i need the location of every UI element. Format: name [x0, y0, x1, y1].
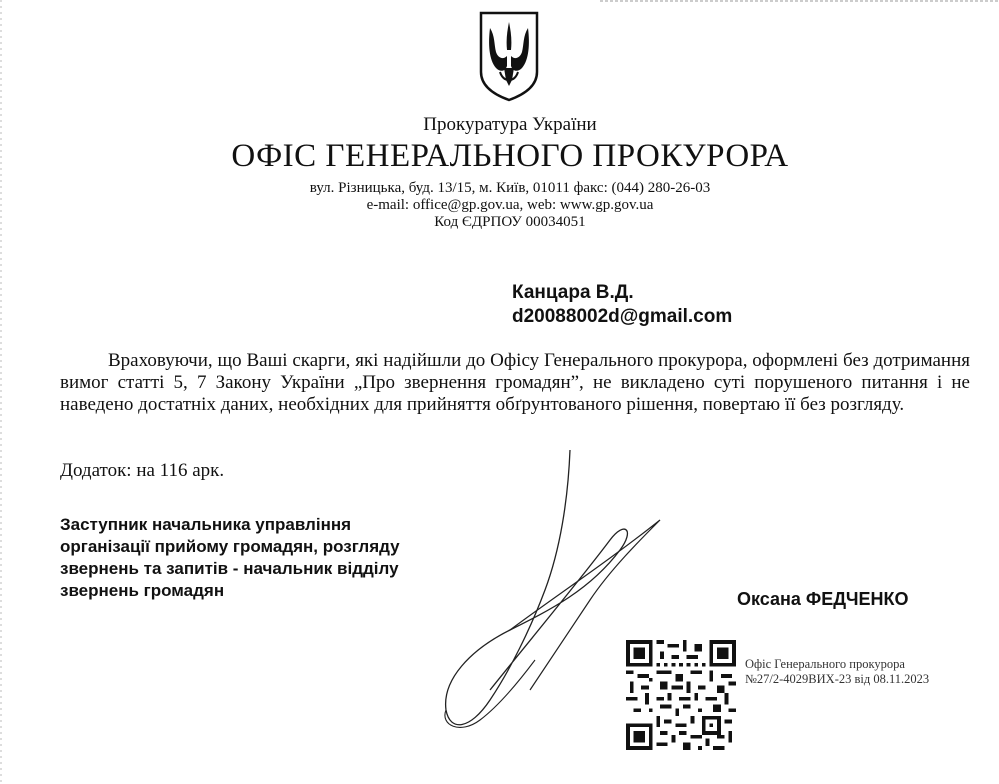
- qr-code-icon: [626, 640, 736, 750]
- organization-subtitle: Прокуратура України: [423, 114, 597, 135]
- scan-edge-top: [600, 0, 999, 3]
- scan-edge-left: [0, 0, 3, 784]
- organization-title: ОФІС ГЕНЕРАЛЬНОГО ПРОКУРОРА: [231, 138, 789, 174]
- position-line: звернень та запитів - начальник відділу: [60, 559, 399, 578]
- attachment-note: Додаток: на 116 арк.: [60, 460, 225, 481]
- trident-emblem-icon: [478, 10, 540, 102]
- edrpou-code: Код ЄДРПОУ 00034051: [434, 214, 586, 230]
- registration-number: №27/2-4029ВИХ-23 від 08.11.2023: [745, 672, 930, 686]
- position-line: організації прийому громадян, розгляду: [60, 537, 400, 556]
- signer-name: Оксана ФЕДЧЕНКО: [737, 589, 909, 609]
- position-line: Заступник начальника управління: [60, 515, 352, 534]
- position-line: звернень громадян: [60, 581, 225, 600]
- address-line: вул. Різницька, буд. 13/15, м. Київ, 01011 факс: (044) 280-26-03: [309, 180, 711, 196]
- recipient-email: d20088002d@gmail.com: [512, 306, 733, 327]
- letter-body: Враховуючи, що Ваші скарги, які надійшли до Офісу Генерального прокурора, оформлені без дотримання вимог статті 5, 7 Закону України „Про звернення громадян”, не викладено суті порушеного питання і не наведено достатніх даних, необхідних для прийняття обґрунтованого рішення, повертаю її без розгляду.: [60, 350, 970, 415]
- recipient-name: Канцара В.Д.: [512, 282, 634, 303]
- contact-line: e-mail: office@gp.gov.ua, web: www.gp.gov.ua: [366, 197, 654, 213]
- registration-office: Офіс Генерального прокурора: [745, 657, 905, 671]
